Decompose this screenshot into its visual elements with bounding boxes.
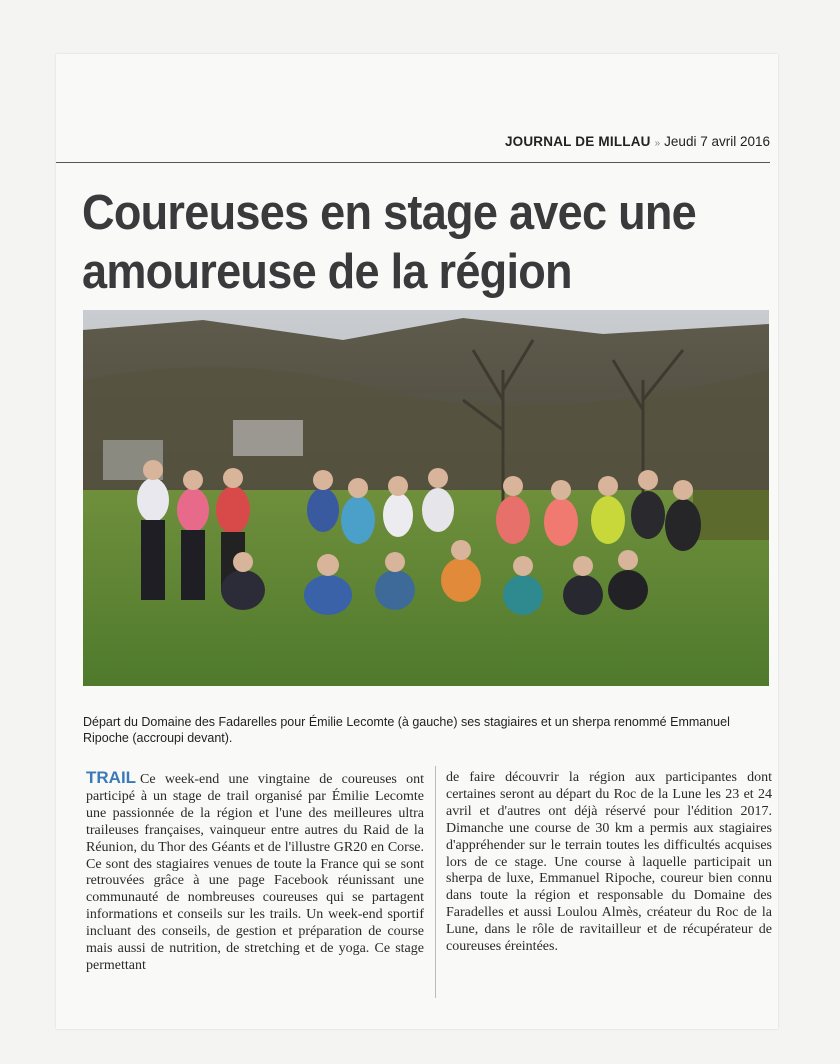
newspaper-clipping [56,54,778,1029]
kicker: TRAIL [86,768,137,787]
newspaper-name: JOURNAL DE MILLAU [504,134,651,149]
article-body-right: de faire découvrir la région aux participantes dont certaines seront au départ du Roc de la Lune les 23 et 24 avril et d'autres ont déjà réservé pour l'édition 2017. Dimanche une course de 30 km a permis aux stagiaires d'appréhender sur le terrain toutes les difficultés acquises lors de ce stage. Une course à laquelle participait un sherpa de luxe, Emmanuel Ripoche, coureur bien connu dans toute la région et responsable du Domaine des Faradelles et aussi Loulou Almès, créateur du Roc de la Lune, dans le rôle de ravitailleur et de récupérateur de coureuses éreintées. [446,770,772,955]
column-divider [435,766,436,998]
masthead-rule [56,162,770,163]
publication-date: Jeudi 7 avril 2016 [664,134,770,149]
article-column-right [446,770,772,956]
masthead-separator: » [654,138,661,149]
article-column-left [86,770,424,975]
photo-caption: Départ du Domaine des Fadarelles pour Émilie Lecomte (à gauche) ses stagiaires et un sherpa renommé Emmanuel Ripoche (accroupi devant). [83,715,730,745]
masthead [56,134,770,149]
article-body-left: Ce week-end une vingtaine de coureuses ont participé à un stage de trail organisé par Émilie Lecomte une passionnée de la région et l'une des meilleures ultra traileuses françaises, vainqueur entre autres du Raid de la Réunion, du Thor des Géants et de l'illustre GR20 en Corse. Ce sont des stagiaires venues de toute la France qui se sont retrouvées grâce à une page Facebook réunissant une communauté de nombreuses coureuses qui se partagent informations et conseils sur les trails. Un week-end sportif incluant des conseils, de gestion et préparation de course mais aussi de nutrition, de stretching et de yoga. Ce stage permettant [86,772,424,973]
headline: Coureuses en stage avec une amoureuse de la région [82,186,697,299]
group-photo [83,310,769,686]
